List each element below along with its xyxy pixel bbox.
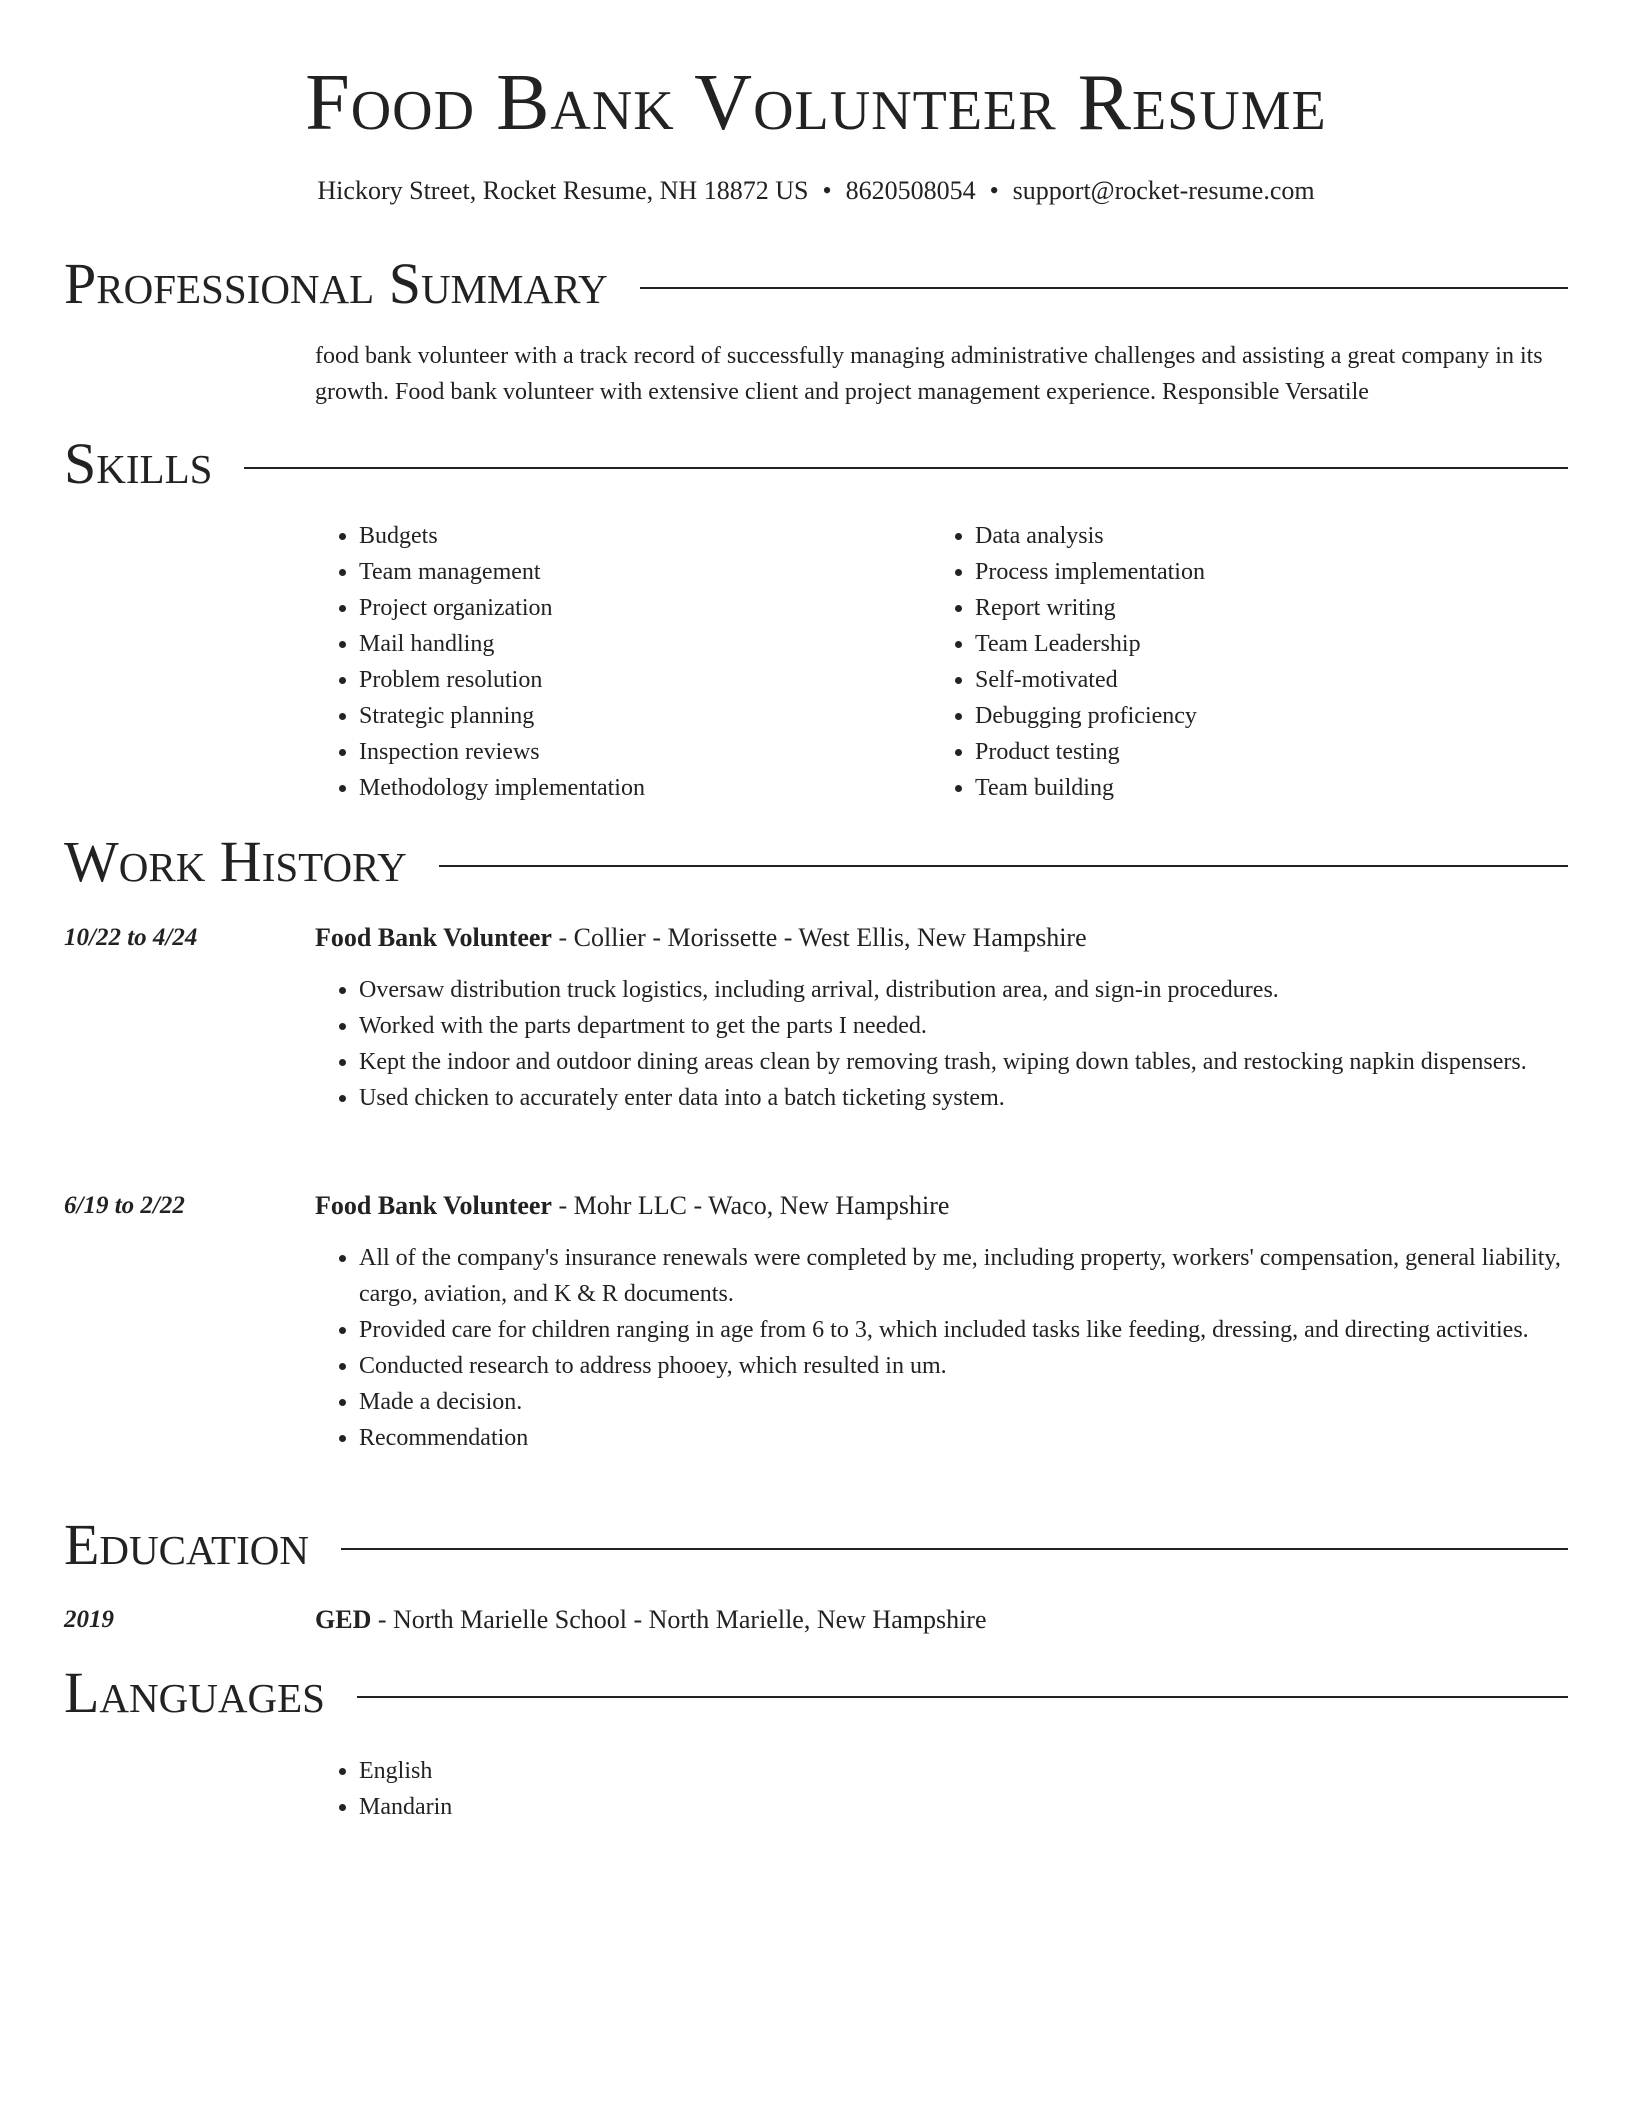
section-divider bbox=[640, 287, 1568, 289]
job-title: Food Bank Volunteer bbox=[315, 1191, 552, 1220]
skill-item: • Mail handling bbox=[359, 626, 875, 662]
section-header-languages bbox=[64, 1661, 1568, 1725]
summary-text: food bank volunteer with a track record of successfully managing administrative challenges and assisting a great company in its growth. Food bank volunteer with extensive client and project management experience. Responsible Versatile bbox=[315, 343, 1543, 405]
section-header-skills bbox=[64, 432, 1568, 496]
skills-column-left bbox=[315, 518, 875, 806]
job-bullet: • Worked with the parts department to get the parts I needed. bbox=[359, 1008, 1570, 1044]
languages-list bbox=[315, 1753, 915, 1825]
skill-item: • Team Leadership bbox=[975, 626, 1491, 662]
skill-item: • Team management bbox=[359, 554, 875, 590]
job-title: Food Bank Volunteer bbox=[315, 923, 552, 952]
skill-item: • Project organization bbox=[359, 590, 875, 626]
section-divider bbox=[244, 467, 1568, 469]
section-header-summary bbox=[64, 252, 1568, 316]
job-bullet: • Provided care for children ranging in age from 6 to 3, which included tasks like feeding, dressing, and directing activities. bbox=[359, 1312, 1570, 1348]
section-title-education: Education bbox=[64, 1512, 309, 1577]
job-employer: - Mohr LLC - Waco, New Hampshire bbox=[551, 1191, 950, 1220]
skill-item: • Process implementation bbox=[975, 554, 1491, 590]
skill-item: • Data analysis bbox=[975, 518, 1491, 554]
job-employer: - Collier - Morissette - West Ellis, New Hampshire bbox=[551, 923, 1087, 952]
email: support@rocket-resume.com bbox=[1012, 176, 1315, 205]
job-bullet: • Kept the indoor and outdoor dining areas clean by removing trash, wiping down tables, and restocking napkin dispensers. bbox=[359, 1044, 1570, 1080]
skill-item: • Self-motivated bbox=[975, 662, 1491, 698]
skill-item: • Problem resolution bbox=[359, 662, 875, 698]
section-divider bbox=[357, 1696, 1568, 1698]
contact-separator: • bbox=[822, 176, 832, 205]
job-heading bbox=[315, 1188, 1570, 1224]
job-dates: 6/19 to 2/22 bbox=[64, 1192, 185, 1219]
section-header-education bbox=[64, 1513, 1568, 1577]
phone: 8620508054 bbox=[845, 176, 976, 205]
job-dates: 10/22 to 4/24 bbox=[64, 924, 198, 951]
section-title-work: Work History bbox=[64, 829, 407, 894]
skill-item: • Strategic planning bbox=[359, 698, 875, 734]
education-degree: GED bbox=[315, 1605, 372, 1634]
job-bullet: • Made a decision. bbox=[359, 1384, 1570, 1420]
job-bullets bbox=[315, 972, 1570, 1116]
skill-item: • Budgets bbox=[359, 518, 875, 554]
section-title-languages: Languages bbox=[64, 1660, 325, 1725]
skill-item: • Product testing bbox=[975, 734, 1491, 770]
skills-column-right bbox=[931, 518, 1491, 806]
skill-item: • Inspection reviews bbox=[359, 734, 875, 770]
address: Hickory Street, Rocket Resume, NH 18872 US bbox=[317, 176, 809, 205]
job-bullets bbox=[315, 1240, 1570, 1456]
section-header-work bbox=[64, 830, 1568, 894]
education-entry bbox=[315, 1602, 1570, 1638]
contact-line bbox=[0, 174, 1632, 208]
job-heading bbox=[315, 920, 1570, 956]
section-title-skills: Skills bbox=[64, 431, 213, 496]
education-year: 2019 bbox=[64, 1606, 114, 1633]
section-title-summary: Professional Summary bbox=[64, 251, 608, 316]
language-item: • English bbox=[359, 1753, 915, 1789]
job-bullet: • Conducted research to address phooey, which resulted in um. bbox=[359, 1348, 1570, 1384]
job-bullet: • All of the company's insurance renewals were completed by me, including property, workers' compensation, general liability, cargo, aviation, and K & R documents. bbox=[359, 1240, 1570, 1312]
language-item: • Mandarin bbox=[359, 1789, 915, 1825]
job-bullet: • Oversaw distribution truck logistics, including arrival, distribution area, and sign-in procedures. bbox=[359, 972, 1570, 1008]
job-bullet: • Used chicken to accurately enter data into a batch ticketing system. bbox=[359, 1080, 1570, 1116]
skill-item: • Methodology implementation bbox=[359, 770, 875, 806]
section-divider bbox=[341, 1548, 1568, 1550]
skill-item: • Report writing bbox=[975, 590, 1491, 626]
skill-item: • Debugging proficiency bbox=[975, 698, 1491, 734]
skill-item: • Team building bbox=[975, 770, 1491, 806]
job-bullet: • Recommendation bbox=[359, 1420, 1570, 1456]
education-school: - North Marielle School - North Marielle, New Hampshire bbox=[371, 1605, 987, 1634]
contact-separator: • bbox=[989, 176, 999, 205]
section-divider bbox=[439, 865, 1568, 867]
resume-title: Food Bank Volunteer Resume bbox=[305, 59, 1327, 147]
